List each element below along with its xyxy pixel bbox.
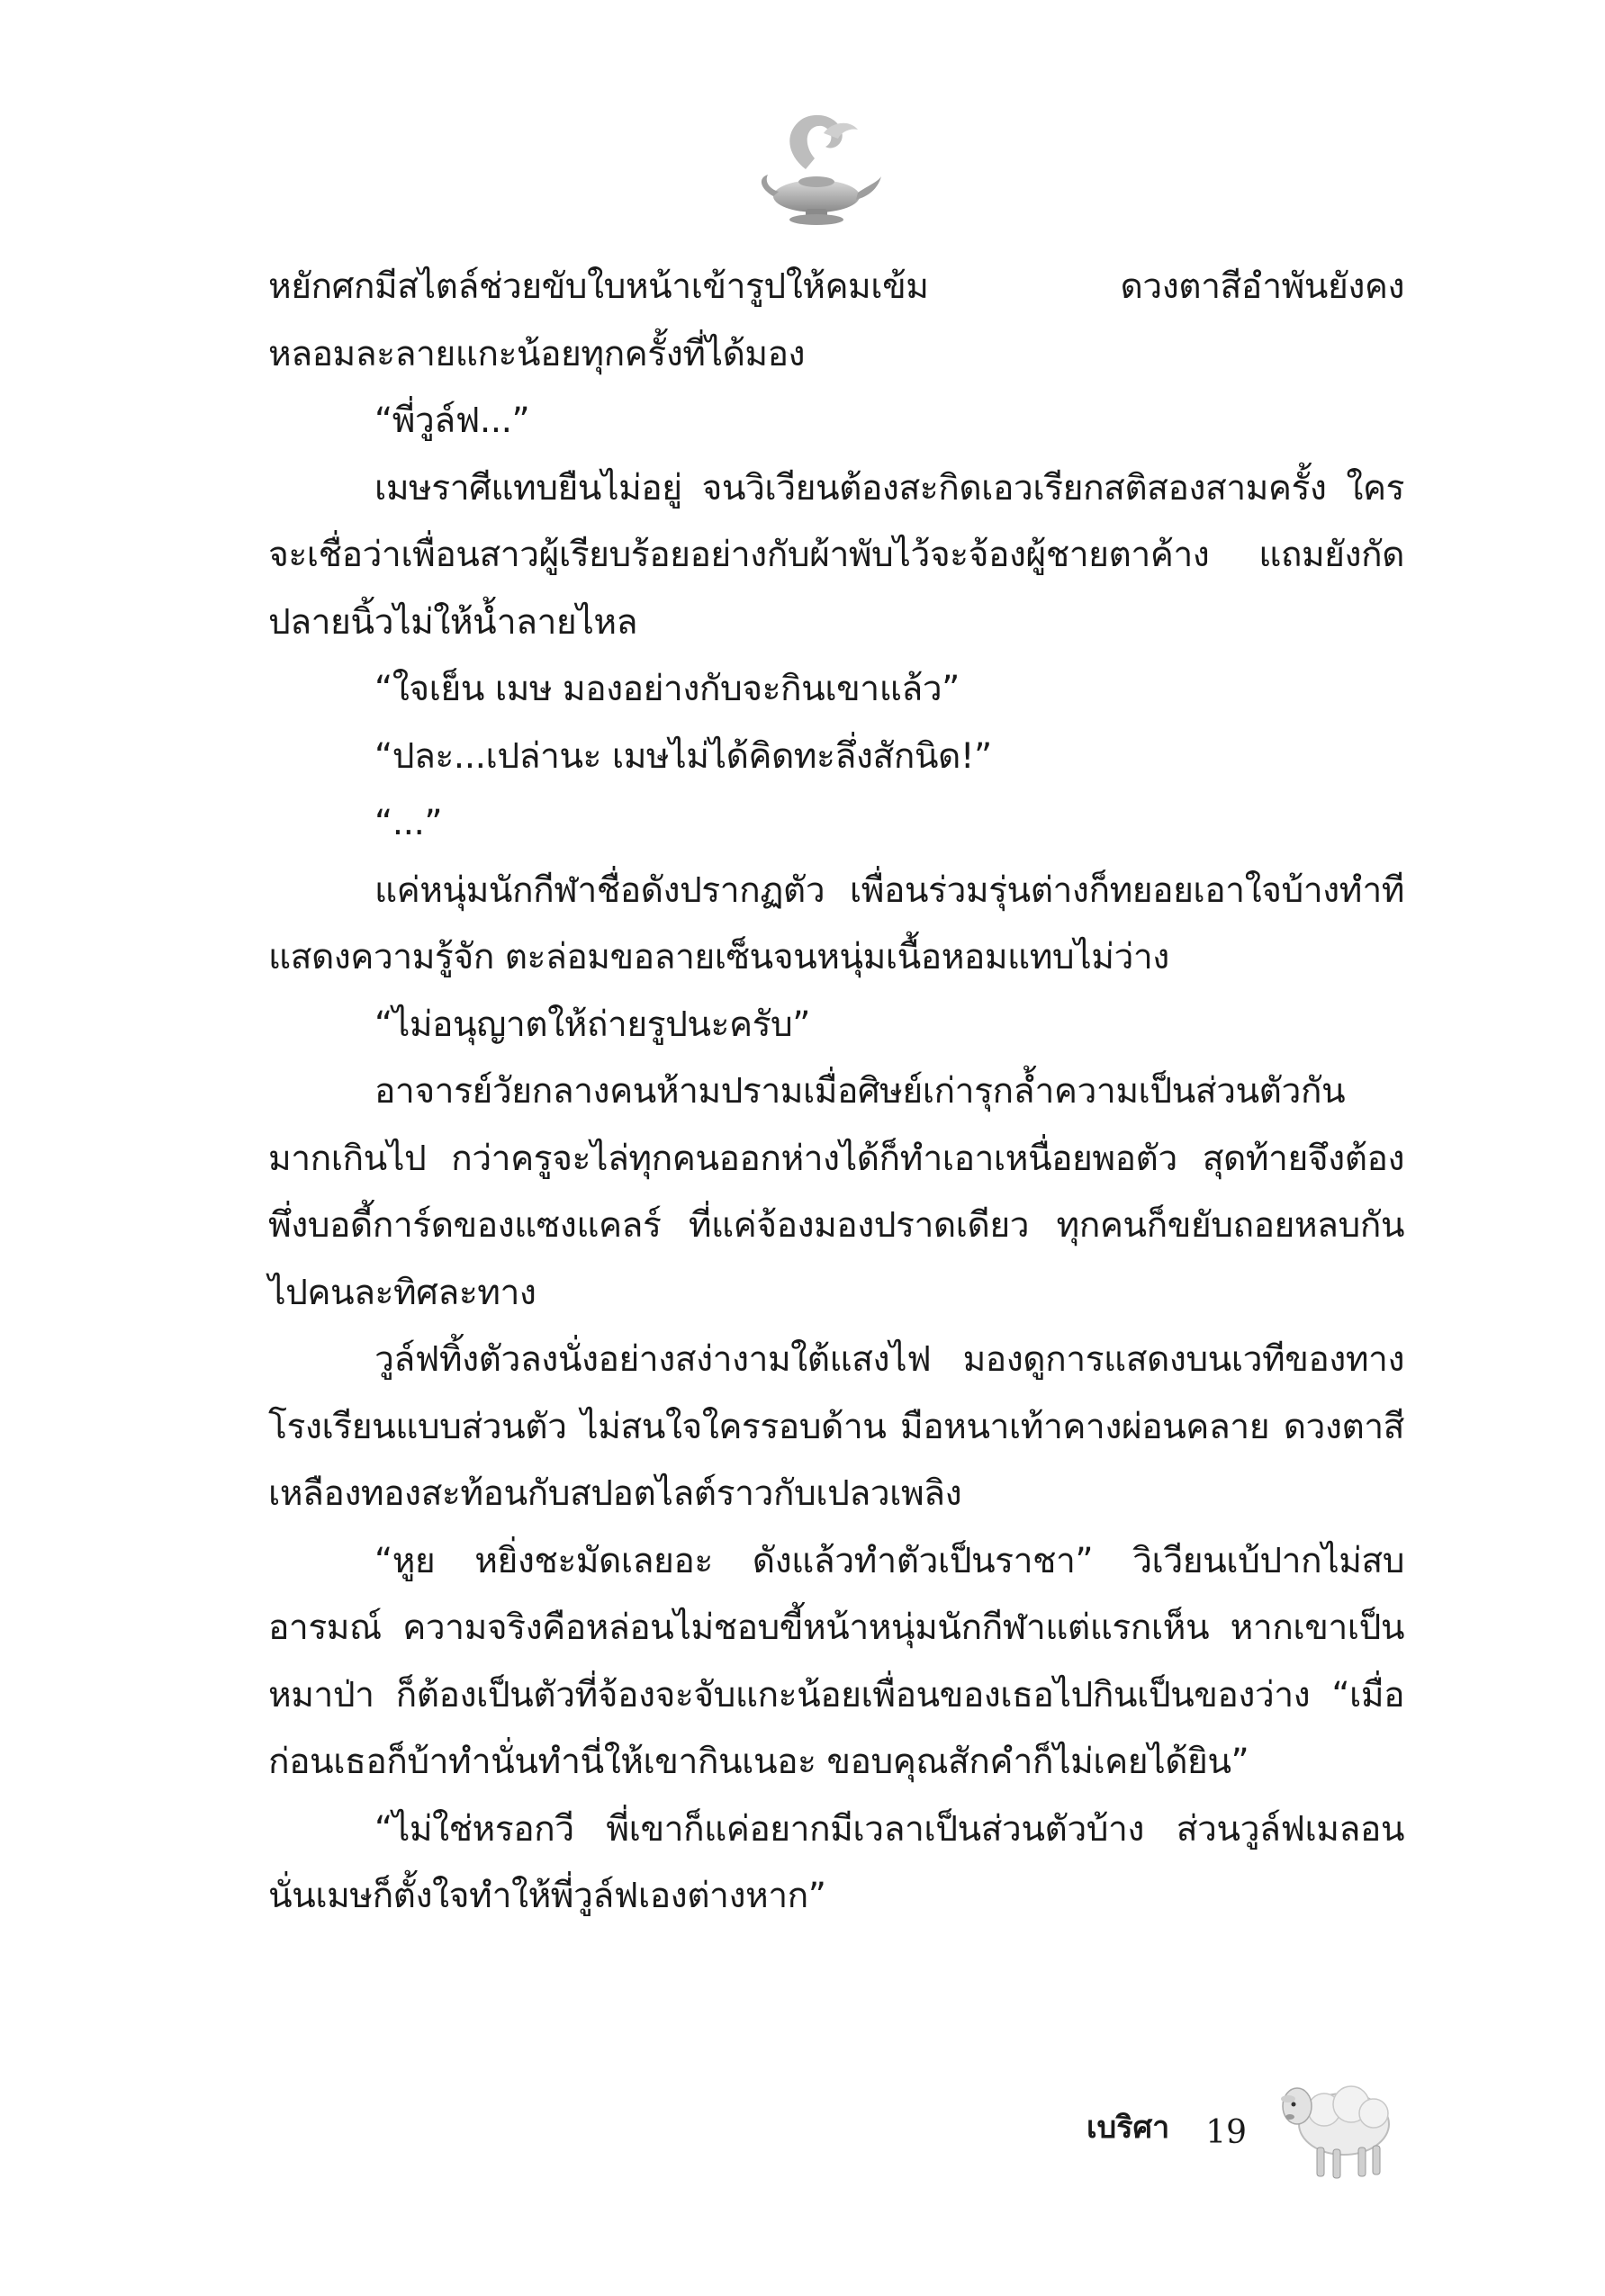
sheep-icon <box>1270 2054 1405 2189</box>
page-number: 19 <box>1205 2114 1247 2151</box>
paragraph: วูล์ฟทิ้งตัวลงนั่งอย่างสง่างามใต้แสงไฟ มองดูการแสดงบนเวทีของทางโรงเรียนแบบส่วนตัว ไม่สนใจใครรอบด้าน มือหนาเท้าคางผ่อนคลาย ดวงตาสีเหลืองทองสะท้อนกับสปอตไลต์ราวกับเปลวเพลิง <box>268 1339 1404 1514</box>
paragraph: “ใจเย็น เมษ มองอย่างกับจะกินเขาแล้ว” <box>374 669 960 709</box>
paragraph: “หูย หยิ่งชะมัดเลยอะ ดังแล้วทำตัวเป็นราชา” วิเวียนเบ้ปากไม่สบอารมณ์ ความจริงคือหล่อนไม่ชอบขี้หน้าหนุ่มนักกีฬาแต่แรกเห็น หากเขาเป็นหมาป่า ก็ต้องเป็นตัวที่จ้องจะจับแกะน้อยเพื่อนของเธอไปกินเป็นของว่าง “เมื่อก่อนเธอก็บ้าทำนั่นทำนี่ให้เขากินเนอะ ขอบคุณสักคำก็ไม่เคยได้ยิน” <box>268 1540 1404 1782</box>
paragraph: “พี่วูล์ฟ...” <box>374 401 530 441</box>
paragraph: “ไม่อนุญาตให้ถ่ายรูปนะครับ” <box>374 1004 810 1045</box>
story-text <box>268 254 1404 1931</box>
paragraph: หยักศกมีสไตล์ช่วยขับใบหน้าเข้ารูปให้คมเข้ม ดวงตาสีอำพันยังคงหลอมละลายแกะน้อยทุกครั้งที่ได้มอง <box>268 266 1404 374</box>
paragraph: อาจารย์วัยกลางคนห้ามปรามเมื่อศิษย์เก่ารุกล้ำความเป็นส่วนตัวกันมากเกินไป กว่าครูจะไล่ทุกคนออกห่างได้ก็ทำเอาเหนื่อยพอตัว สุดท้ายจึงต้องพึ่งบอดี้การ์ดของแซงแคลร์ ที่แค่จ้องมองปราดเดียว ทุกคนก็ขยับถอยหลบกันไปคนละทิศละทาง <box>268 1071 1404 1313</box>
magic-lamp-icon <box>752 106 882 228</box>
paragraph: “...” <box>374 803 443 843</box>
book-title: เบริศา <box>1087 2110 1170 2146</box>
paragraph: “ปละ...เปล่านะ เมษไม่ได้คิดทะลึ่งสักนิด!” <box>374 735 992 777</box>
paragraph: “ไม่ใช่หรอกวี พี่เขาก็แค่อยากมีเวลาเป็นส่วนตัวบ้าง ส่วนวูล์ฟเมลอนนั่นเมษก็ตั้งใจทำให้พี่วูล์ฟเองต่างหาก” <box>268 1808 1404 1916</box>
page-footer <box>1087 2054 1405 2189</box>
paragraph: เมษราศีแทบยืนไม่อยู่ จนวิเวียนต้องสะกิดเอวเรียกสติสองสามครั้ง ใครจะเชื่อว่าเพื่อนสาวผู้เรียบร้อยอย่างกับผ้าพับไว้จะจ้องผู้ชายตาค้าง แถมยังกัดปลายนิ้วไม่ให้น้ำลายไหล <box>268 467 1404 643</box>
paragraph: แค่หนุ่มนักกีฬาชื่อดังปรากฏตัว เพื่อนร่วมรุ่นต่างก็ทยอยเอาใจบ้างทำทีแสดงความรู้จัก ตะล่อมขอลายเซ็นจนหนุ่มเนื้อหอมแทบไม่ว่าง <box>268 869 1404 977</box>
